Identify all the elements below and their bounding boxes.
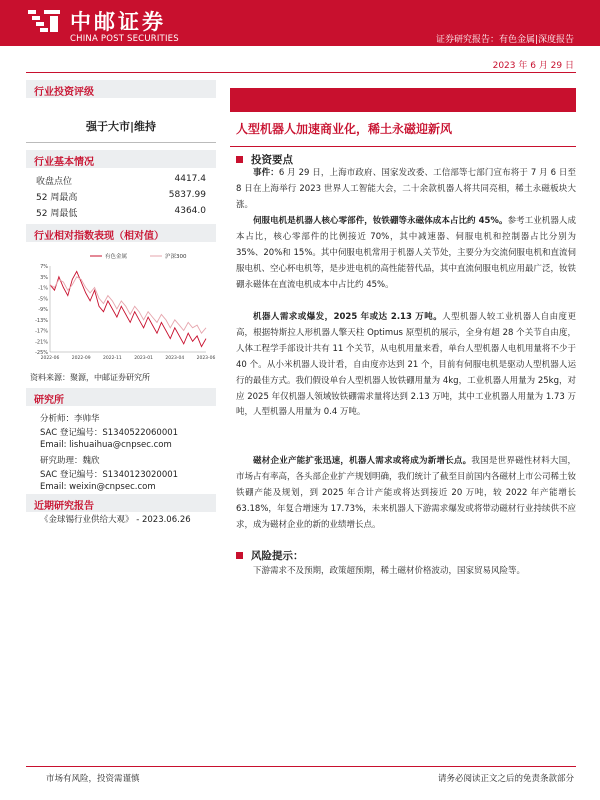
x-tick-label: 2023-06: [196, 356, 216, 361]
research-title: 研究所: [26, 388, 216, 406]
report-date: 2023 年 6 月 29 日: [492, 61, 574, 71]
rating-title: 行业投资评级: [26, 80, 216, 98]
bullet-square-icon: [236, 552, 243, 559]
legend-label: 沪深300: [165, 254, 187, 260]
paragraph-risk: 下游需求不及预期，政策超预期，稀土磁材价格波动，国家贸易风险等。: [253, 566, 526, 576]
paragraph-demand: [236, 310, 576, 421]
p3-text: 人型机器人较工业机器人自由度更高，根据特斯拉人形机器人擎天柱 Optimus 原型机的展示，全身有超 28 个关节自由度，人体工程学手部设计共有 11 个关节，从电机用量来看，单台人型机器人电机用量将不少于 40 个。从小米机器人设计看，自由度亦达到 21 个，目前有伺服电机是驱动人型机器人运行的最佳方式。我们假设单台人型机器人钕铁硼用量为 4kg，工业机器人用量为 25kg，对应 2025 年仅机器人领域钕铁硼需求量将达到 2.13 万吨，其中工业机器人用量为 1.73 万吨，人型机器人用量为 0.4 万吨。: [236, 312, 576, 418]
y-tick-label: -9%: [38, 307, 48, 313]
x-tick-label: 2023-01: [134, 356, 154, 361]
paragraph-servo: [236, 214, 576, 294]
divider: [26, 142, 216, 143]
assistant-email[interactable]: Email: weixin@cnpsec.com: [40, 482, 156, 492]
logo: [26, 6, 196, 48]
analyst-sac: SAC 登记编号：S1340522060001: [40, 428, 179, 438]
x-tick-label: 2022-11: [102, 356, 122, 361]
stat-value: 4364.0: [174, 206, 206, 216]
title-divider: [230, 146, 576, 147]
x-tick-label: 2022-09: [71, 356, 91, 361]
assistant-name: 研究助理：魏欣: [40, 456, 100, 466]
p1-lead: 事件：: [253, 168, 279, 178]
index-chart: [30, 248, 216, 368]
y-tick-label: 7%: [40, 264, 48, 270]
p4-text: 我国是世界磁性材料大国，市场占有率高，各头部企业扩产规划明确，我们统计了截至目前国内各磁材上市公司稀土钕铁硼产能及规划，到 2025 年合计产能或将达到接近 20 万吨，较 2022 年产能增长 63.18%，年复合增速为 17.73%，未来机器人下游需求爆发或将带动磁材行业持续供不应求，成为磁材企业的新的业绩增长点。: [236, 456, 577, 530]
logo-cn: 中邮证券: [70, 10, 166, 34]
report-type: 证券研究报告：有色金属|深度报告: [435, 35, 574, 45]
key-points-title: 投资要点: [251, 154, 293, 166]
legend-label: 有色金属: [105, 254, 128, 260]
bullet-square-icon: [236, 156, 243, 163]
y-tick-label: -21%: [35, 339, 48, 346]
stat-label: 52 周最低: [36, 209, 78, 219]
p3-lead: 机器人需求或爆发，2025 年或达 2.13 万吨。: [253, 312, 443, 322]
p2-lead: 伺服电机是机器人核心零部件，钕铁硼等永磁体成本占比约 45%。: [253, 216, 508, 226]
chart-title: 行业相对指数表现（相对值）: [26, 224, 216, 242]
y-tick-label: -25%: [35, 350, 48, 356]
stat-row: [36, 174, 206, 187]
stat-row: [36, 206, 206, 219]
paragraph-event: [236, 166, 576, 214]
basics-title: 行业基本情况: [26, 150, 216, 168]
y-tick-label: -17%: [35, 328, 48, 335]
y-tick-label: 3%: [40, 274, 48, 281]
x-tick-label: 2023-04: [165, 356, 185, 361]
recent-report-link[interactable]: 《金球锡行业供给大观》 - 2023.06.26: [40, 515, 191, 525]
assistant-sac: SAC 登记编号：S1340123020001: [40, 470, 179, 480]
y-tick-label: -5%: [38, 296, 48, 303]
stat-label: 52 周最高: [36, 193, 78, 203]
chart-source: 资料来源：聚源，中邮证券研究所: [30, 373, 150, 382]
stat-label: 收盘点位: [36, 177, 73, 187]
p4-lead: 磁材企业产能扩张迅速，机器人需求或将成为新增长点。: [253, 456, 472, 466]
footer-risk-note: 市场有风险，投资需谨慎: [46, 774, 140, 784]
analyst-email[interactable]: Email: lishuaihua@cnpsec.com: [40, 440, 172, 450]
rating-value: 强于大市|维持: [85, 120, 157, 133]
analyst-name: 分析师：李帅华: [40, 414, 100, 424]
logo-mark-icon: [26, 6, 62, 38]
recent-title: 近期研究报告: [26, 494, 216, 512]
risk-heading: [236, 548, 304, 563]
series-line: [50, 277, 206, 333]
stat-row: [36, 190, 206, 203]
date-divider: [26, 72, 576, 73]
footer-divider: [26, 766, 576, 767]
x-tick-label: 2022-06: [40, 356, 60, 361]
footer-disclaimer: 请务必阅读正文之后的免责条款部分: [437, 774, 574, 784]
stat-value: 4417.4: [174, 174, 206, 184]
risk-title: 风险提示：: [251, 550, 304, 562]
paragraph-capacity: [236, 454, 576, 534]
p1-text: 6 月 29 日，上海市政府、国家发改委、工信部等七部门宣布将于 7 月 6 日至 8 日在上海举行 2023 世界人工智能大会，二十余款机器人将共同亮相，稀土永磁板块大涨。: [236, 168, 576, 210]
key-points-heading: [236, 152, 293, 167]
y-tick-label: -1%: [38, 285, 48, 292]
report-title: 人型机器人加速商业化，稀土永磁迎新风: [236, 122, 453, 136]
title-band: [230, 88, 576, 112]
logo-en: CHINA POST SECURITIES: [70, 34, 179, 44]
y-tick-label: -13%: [35, 317, 48, 324]
stat-value: 5837.99: [168, 190, 206, 200]
p2-text: 参考工业机器人成本占比，核心零部件的比例接近 70%，其中减速器、伺服电机和控制器占比分别为 35%、20%和 15%。其中伺服电机常用于机器人关节处，主要分为交流伺服电机和直流伺服电机、空心杯电机等，是步进电机的高性能替代品，其中直流伺服电机应用最广泛，钕铁硼永磁体在直流电机成本中占比约 45%。: [236, 216, 577, 290]
